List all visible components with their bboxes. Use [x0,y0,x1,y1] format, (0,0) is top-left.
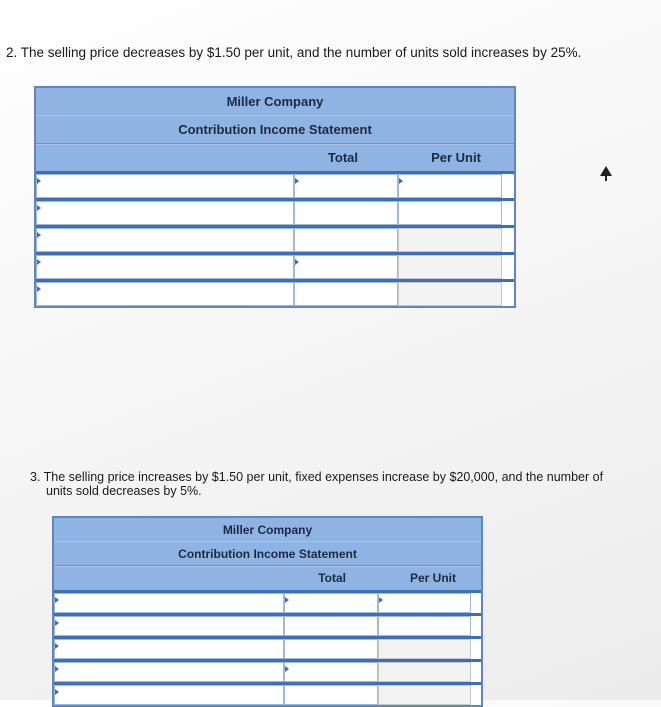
question-3-line-2: units sold decreases by 5%. [46,484,202,498]
total-input[interactable] [294,201,398,225]
per-unit-input[interactable] [378,593,471,613]
per-unit-input[interactable] [378,662,471,682]
total-input[interactable] [284,662,378,682]
company-name: Miller Company [222,522,313,537]
total-input[interactable] [284,616,378,636]
column-header-total: Total [327,150,358,165]
column-header-per-unit: Per Unit [431,150,481,165]
total-input[interactable] [294,255,398,279]
per-unit-input[interactable] [398,228,502,252]
table-row [36,171,514,198]
column-header-per-unit: Per Unit [409,571,456,585]
per-unit-input[interactable] [378,639,471,659]
statement-title: Contribution Income Statement [36,115,514,143]
question-2-text: 2. The selling price decreases by $1.50 per unit, and the number of units sold increases by 25%. [6,45,582,60]
per-unit-input[interactable] [398,201,502,225]
line-item-select[interactable] [54,616,284,636]
total-input[interactable] [284,639,378,659]
company-name: Miller Company [226,94,324,109]
table-row [36,252,514,279]
line-item-select[interactable] [36,282,294,306]
statement-title: Contribution Income Statement [54,541,481,565]
line-item-select[interactable] [54,685,284,705]
per-unit-input[interactable] [398,174,502,198]
line-item-select[interactable] [36,255,294,279]
question-3-line-1: 3. The selling price increases by $1.50 per unit, fixed expenses increase by $20,000, and the number of [30,470,604,484]
column-header-row [54,566,481,590]
table-row [36,225,514,252]
total-input[interactable] [284,593,378,613]
per-unit-input[interactable] [378,616,471,636]
total-input[interactable] [294,228,398,252]
line-item-select[interactable] [36,228,294,252]
per-unit-input[interactable] [398,255,502,279]
per-unit-input[interactable] [378,685,471,705]
line-item-select[interactable] [36,174,294,198]
total-input[interactable] [294,174,398,198]
line-item-select[interactable] [54,593,284,613]
question-3-text [30,470,630,498]
line-item-select[interactable] [54,639,284,659]
table-row [54,590,481,613]
column-header-total: Total [318,571,346,585]
total-input[interactable] [294,282,398,306]
line-item-select[interactable] [54,662,284,682]
per-unit-input[interactable] [398,282,502,306]
table-row [54,636,481,659]
total-input[interactable] [284,685,378,705]
income-statement-table-1 [34,86,516,308]
table-row [36,279,514,306]
table-row [54,613,481,636]
line-item-select[interactable] [36,201,294,225]
column-header-row [36,144,514,171]
table-row [54,682,481,705]
income-statement-table-2 [52,516,483,707]
table-row [36,198,514,225]
table-row [54,659,481,682]
